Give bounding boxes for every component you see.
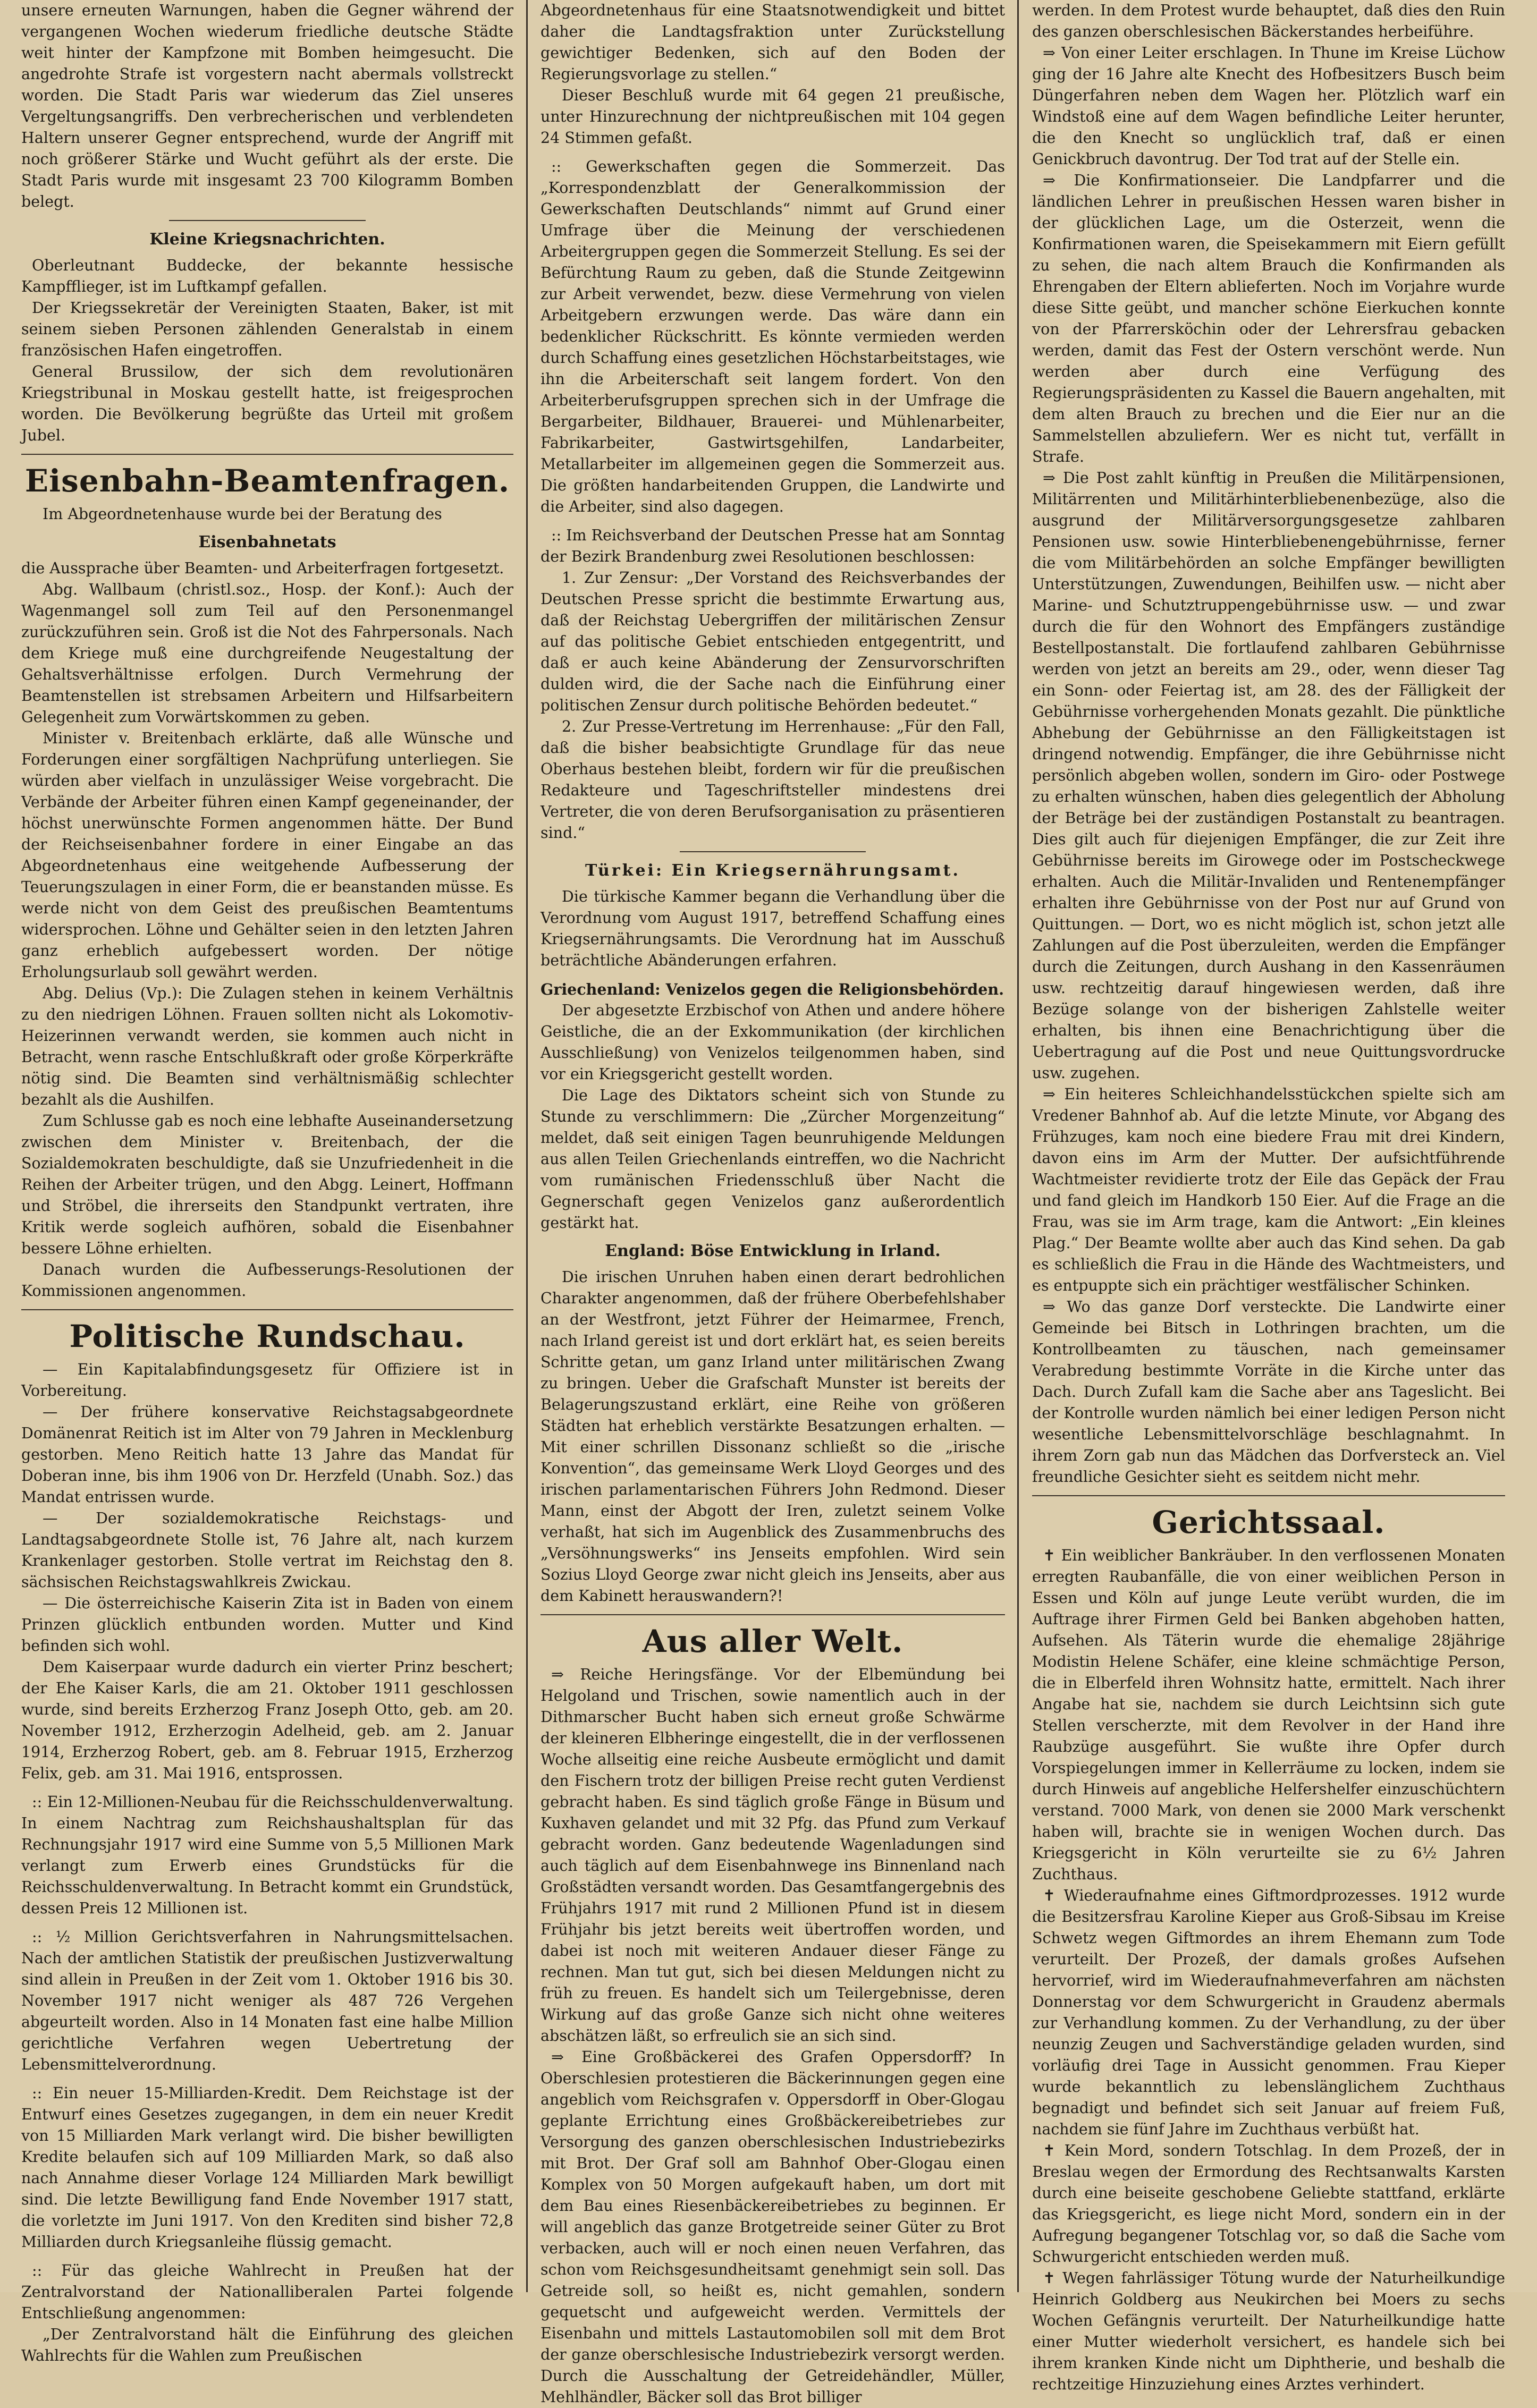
gerichtssaal-heading: Gerichtssaal. [1152,1504,1386,1540]
england-heading: England: Böse Entwicklung in Irland. [605,1242,941,1260]
article-paragraph: ✝ Wegen fahrlässiger Tötung wurde der Naturheilkundige Heinrich Goldberg aus Neukirchen bei Moers zu sechs Wochen Gefängnis verurteilt. Der Naturheilkundige hatte einer Mutter wiederholt versichert, es handele sich bei ihrem kranken Kinde nicht um Diphtherie, und beshalb die rechtzeitige Hinzuziehung eines Arztes verhindert. [1032,2269,1505,2393]
article-paragraph: 1. Zur Zensur: „Der Vorstand des Reichsverbandes der Deutschen Presse spricht die bestimmte Erwartung aus, daß der Reichstag Uebergriffen der militärischen Zensur auf das politische Gebiet entschieden entgegentritt, und daß er auch keine Abänderung der Zensurvorschriften dulden wird, die der Sache nach die Einführung einer politischen Zensur durch politische Behörden bedeutet.“ [541,569,1005,714]
column-middle [529,0,1017,2406]
article-paragraph: ⇒ Die Post zahlt künftig in Preußen die Militärpensionen, Militärrenten und Militärhinterbliebenenbezüge, also die ausgrund der Militärversorgungsgesetze zahlbaren Pensionen usw. sowie Hinterbliebenengebührnisse, ferner die vom Militärbehörden an solche Empfänger bewilligten Unterstützungen, Zuwendungen, Beihilfen usw. — nicht aber Marine- und Schutztruppengebührnisse usw. — und zwar durch die für den Wohnort des Empfängers zuständige Bestellpostanstalt. Die fortlaufend zahlbaren Gebührnisse werden von jetzt an bereits am 29., oder, wenn dieser Tag ein Sonn- oder Feiertag ist, am 28. des der Fälligkeit der Gebührnisse vorhergehenden Monats gezahlt. Die pünktliche Abhebung der Gebührnisse an den Fälligkeitstagen ist dringend notwendig. Empfänger, die ihre Gebührnisse nicht persönlich abgeben wollen, sondern im Giro- oder Postwege zu erhalten wünschen, haben dies gelegentlich der Abholung der Beträge bei der zuständigen Postanstalt zu beantragen. Dies gilt auch für diejenigen Empfänger, die zur Zeit ihre Gebührnisse bereits im Girowege oder im Postscheckwege erhalten. Auch die Militär-Invaliden und Rentenempfänger erhalten ihre Gebührnisse von der Post nur auf Grund von Quittungen. — Dort, wo es nicht möglich ist, schon jetzt alle Zahlungen auf die Post überzuleiten, werden die Empfänger durch die Zeitungen, durch Aushang in den Kassenräumen usw. rechtzeitig darauf hingewiesen werden, daß ihre Bezüge solange von der bisherigen Zahlstelle weiter erhalten, bis ihnen eine Benachrichtigung über die Uebertragung auf die Post und neue Quittungsvordrucke usw. zugehen. [1032,469,1505,1082]
article-paragraph: werden. In dem Protest wurde behauptet, daß dies den Ruin des ganzen oberschlesischen Bäckerstandes herbeiführe. [1032,2,1505,40]
article-paragraph: Abg. Wallbaum (christl.soz., Hosp. der Konf.): Auch der Wagenmangel soll zum Teil auf den Personenmangel zurückzuführen sein. Groß ist die Not des Fahrpersonals. Nach dem Kriege muß eine durchgreifende Neugestaltung der Gehaltsverhältnisse erfolgen. Durch Vermehrung der Beamtenstellen ist strebsamen Arbeitern und Hilfsarbeitern Gelegenheit zum Vorwärtskommen zu geben. [21,581,513,726]
article-paragraph: — Die österreichische Kaiserin Zita ist in Baden von einem Prinzen glücklich entbunden worden. Mutter und Kind befinden sich wohl. [21,1595,513,1655]
article-paragraph: :: Im Reichsverband der Deutschen Presse hat am Sonntag der Bezirk Brandenburg zwei Resolutionen beschlossen: [541,527,1005,565]
article-paragraph: ✝ Ein weiblicher Bankräuber. In den verflossenen Monaten erregten Raubanfälle, die von einer weiblichen Person in Essen und Köln auf junge Leute verübt wurden, die im Auftrage ihrer Firmen Geld bei Banken abgehoben hatten, Aufsehen. Als Täterin wurde die ehemalige 28jährige Modistin Helene Schäfer, eine kleine schmächtige Person, die in Elberfeld ihren Wohnsitz hatte, ermittelt. Nach ihrer Angabe hat sie, nachdem sie durch Leichtsinn sich gute Stellen verscherzte, mit dem Revolver in der Hand ihre Raubzüge ausgeführt. Sie wußte ihre Opfer durch Vorspiegelungen immer in Kellerräume zu locken, indem sie durch Hinweis auf angebliche Helfershelfer einzuschüchtern verstand. 7000 Mark, von denen sie 2000 Mark verschenkt haben will, brachte sie in wenigen Wochen durch. Das Kriegsgericht in Köln verurteilte sie zu 6½ Jahren Zuchthaus. [1032,1547,1505,1883]
column-rule [526,0,528,2292]
article-paragraph: Dem Kaiserpaar wurde dadurch ein vierter Prinz beschert; der Ehe Kaiser Karls, die am 21. Oktober 1911 geschlossen wurde, sind bereits Erzherzog Franz Joseph Otto, geb. am 20. November 1912, Erzherzogin Adelheid, geb. am 2. Januar 1914, Erzherzog Robert, geb. am 8. Februar 1915, Erzherzog Felix, geb. am 31. Mai 1916, entsprossen. [21,1658,513,1782]
article-paragraph: ⇒ Eine Großbäckerei des Grafen Oppersdorff? In Oberschlesien protestieren die Bäckerinnungen gegen eine angeblich vom Reichsgrafen v. Oppersdorff in Ober-Glogau geplante Errichtung eines Großbäckereibetriebes zur Versorgung des ganzen oberschlesischen Industriebezirks mit Brot. Der Graf soll am Bahnhof Ober-Glogau einen Komplex von 50 Morgen aufgekauft haben, um dort mit dem Bau eines Riesenbäckereibetriebes zu beginnen. Er will angeblich das ganze Brotgetreide seiner Güter zu Brot verbacken, auch will er noch einen neuen Verfahren, das schon vom Reichsgesundheitsamt genehmigt sein soll. Das Getreide soll, so heißt es, nicht gemahlen, sondern gequetscht und aufgeweicht werden. Vermittels der Eisenbahn und mittels Lastautomobilen soll mit dem Brot der ganze oberschlesische Industriebezirk versorgt werden. Durch die Ausschaltung der Getreidehändler, Müller, Mehlhändler, Bäcker soll das Brot billiger [541,2048,1005,2406]
article-paragraph: :: Ein 12-Millionen-Neubau für die Reichsschuldenverwaltung. In einem Nachtrag zum Reichshaushaltsplan für das Rechnungsjahr 1917 wird eine Summe von 5,5 Millionen Mark verlangt zum Erwerb eines Grundstücks für die Reichsschuldenverwaltung. In Betracht kommt ein Grundstück, dessen Preis 12 Millionen ist. [21,1793,513,1917]
article-paragraph: Abgeordnetenhaus für eine Staatsnotwendigkeit und bittet daher die Landtagsfraktion unter Zurückstellung gewichtiger Bedenken, sich auf den Boden der Regierungsvorlage zu stellen.“ [541,2,1005,83]
article-paragraph: — Ein Kapitalabfindungsgesetz für Offiziere ist in Vorbereitung. [21,1361,513,1400]
article-paragraph: Abg. Delius (Vp.): Die Zulagen stehen in keinem Verhältnis zu den niedrigen Löhnen. Frauen sollten nicht als Lokomotiv-Heizerinnen verwandt werden, sie kommen auch nicht in Betracht, wenn rasche Entschlußkraft oder große Körperkräfte nötig sind. Die Beamten sind verhältnismäßig schlechter bezahlt als die Aushilfen. [21,985,513,1108]
article-paragraph: :: Gewerkschaften gegen die Sommerzeit. Das „Korrespondenzblatt der Generalkommission der Gewerkschaften Deutschlands“ nimmt auf Grund einer Umfrage über die Meinung der verschiedenen Arbeitergruppen gegen die Sommerzeit Stellung. Es sei der Befürchtung Raum zu geben, daß die Stunde Zeitgewinn zur Arbeit verwendet, bezw. diese Vermehrung von vielen Arbeitgebern erzwungen werde. Das wäre dann ein bedenklicher Rückschritt. Es könnte vermieden werden durch Schaffung eines gesetzlichen Höchstarbeitstages, wie ihn die Arbeiterschaft seit langem fordert. Von den Arbeiterberufsgruppen sprechen sich in der Umfrage die Bergarbeiter, Bildhauer, Brauerei- und Mühlenarbeiter, Fabrikarbeiter, Gastwirtsgehilfen, Landarbeiter, Metallarbeiter im allgemeinen gegen die Sommerzeit aus. Die größten handarbeitenden Gruppen, die Landwirte und die Arbeiter, sind also dagegen. [541,158,1005,515]
article-paragraph: Dieser Beschluß wurde mit 64 gegen 21 preußische, unter Hinzurechnung der nichtpreußischen mit 104 gegen 24 Stimmen gefaßt. [541,87,1005,147]
eisenbahn-heading: Eisenbahn-Beamtenfragen. [24,463,510,499]
column-left [0,0,525,2364]
war-report-paragraph: unsere erneuten Warnungen, haben die Gegner während der vergangenen Wochen wiederum friedliche deutsche Städte weit hinter der Kampfzone mit Bomben heimgesucht. Die angedrohte Strafe ist vorgestern nacht abermals vollstreckt worden. Die Stadt Paris war wiederum das Ziel unseres Vergeltungsangriffs. Den verbrecherischen und verblendeten Haltern unserer Gegner entsprechend, wurde der Angriff mit noch größerer Stärke und Wucht geführt als der erste. Die Stadt Paris wurde mit insgesamt 23 700 Kilogramm Bomben belegt. [21,2,513,210]
news-item: Der Kriegssekretär der Vereinigten Staaten, Baker, ist mit seinem sieben Personen zählenden Generalstab in einem französischen Hafen eingetroffen. [21,299,513,359]
separator [1032,1495,1505,1496]
article-paragraph: — Der sozialdemokratische Reichstags- und Landtagsabgeordnete Stolle ist, 76 Jahre alt, nach kurzem Krankenlager gestorben. Stolle vertrat im Reichstag den 8. sächsischen Reichstagswahlkreis Zwickau. [21,1510,513,1591]
article-paragraph: ✝ Kein Mord, sondern Totschlag. In dem Prozeß, der in Breslau wegen der Ermordung des Rechtsanwalts Karsten durch eine beiseite geschobene Geliebte stattfand, erklärte das Kriegsgericht, es liege nicht Mord, sondern ein in der Aufregung begangener Totschlag vor, so daß die Sache vom Schwurgericht entschieden werden muß. [1032,2142,1505,2266]
article-paragraph: die Aussprache über Beamten- und Arbeiterfragen fortgesetzt. [21,559,504,577]
article-paragraph: ⇒ Von einer Leiter erschlagen. In Thune im Kreise Lüchow ging der 16 Jahre alte Knecht des Hofbesitzers Busch beim Düngerfahren neben dem Wagen her. Plötzlich warf ein Windstoß eine auf dem Wagen befindliche Leiter herunter, die den Knecht so unglücklich traf, daß er einen Genickbruch davontrug. Der Tod trat auf der Stelle ein. [1032,44,1505,168]
article-paragraph: Die türkische Kammer begann die Verhandlung über die Verordnung vom August 1917, betreffend Schaffung eines Kriegsernährungsamts. Die Verordnung hat im Ausschuß beträchtliche Abänderungen erfahren. [541,888,1005,969]
article-paragraph: :: Für das gleiche Wahlrecht in Preußen hat der Zentralvorstand der Nationalliberalen Partei folgende Entschließung angenommen: [21,2262,513,2322]
griechenland-heading: Griechenland: Venizelos gegen die Religionsbehörden. [541,980,1004,998]
column-right [1020,0,1537,2393]
eisenbahnetat-subheading: Eisenbahnetats [198,533,336,552]
article-paragraph: Minister v. Breitenbach erklärte, daß alle Wünsche und Forderungen einer sorgfältigen Nachprüfung unterliegen. Sie würden aber vielfach in unzulässiger Weise vorgebracht. Die Verbände der Arbeiter führen einen Kampf gegeneinander, der höchst unerwünschte Formen angenommen hätte. Der Bund der Reichseisenbahner fordere in einer Eingabe an das Abgeordnetenhaus eine weitgehende Aufbesserung der Teuerungszulagen in einer Form, die er beanstanden müsse. Es werde nicht von dem Geist des preußischen Beamtentums widersprochen. Löhne und Gehälter seien in den letzten Jahren ganz erheblich aufgebessert worden. Der nötige Erholungsurlaub soll gewährt werden. [21,730,513,981]
article-paragraph: — Der frühere konservative Reichstagsabgeordnete Domänenrat Reitich ist im Alter von 79 Jahren in Mecklenburg gestorben. Meno Reitich hatte 13 Jahre das Mandat für Doberan inne, bis ihm 1906 von Dr. Herzfeld (Unabh. Soz.) das Mandat entrissen wurde. [21,1403,513,1506]
article-paragraph: Im Abgeordnetenhause wurde bei der Beratung des [43,505,442,523]
welt-heading: Aus aller Welt. [642,1623,903,1659]
article-paragraph: ⇒ Reiche Heringsfänge. Vor der Elbemündung bei Helgoland und Trischen, sowie namentlich auch in der Dithmarscher Bucht haben sich erneut große Schwärme der kleineren Elbheringe eingestellt, die in der verflossenen Woche allseitig eine reiche Ausbeute ermöglicht und damit den Fischern trotz der billigen Preise recht guten Verdienst gebracht haben. Es sind täglich große Fänge in Büsum und Kuxhaven gelandet und mit 32 Pfg. das Pfund zum Verkauf gebracht worden. Ganz bedeutende Wagenladungen sind auch täglich auf dem Eisenbahnwege ins Binnenland nach Großstädten versandt worden. Das Gesamtfangergebnis des Frühjahrs 1917 mit rund 2 Millionen Pfund ist in diesem Frühjahr bis jetzt bereits weit übertroffen worden, und dabei ist noch mit weiteren Andauer dieser Fänge zu rechnen. Man tut gut, sich bei diesen Meldungen nicht zu früh zu freuen. Es handelt sich um Teilergebnisse, deren Wirkung auf das große Ganze sich nicht ohne weiteres abschätzen läßt, so erfreulich sie an sich sind. [541,1666,1005,2045]
separator [21,454,513,455]
article-paragraph: Die irischen Unruhen haben einen derart bedrohlichen Charakter angenommen, daß der frühere Oberbefehlshaber an der Westfront, jetzt Führer der Heimarmee, French, nach Irland gereist ist und dort erklärt hat, es seien bereits Schritte getan, um ganz Irland unter militärischen Zwang zu bringen. Ueber die Grafschaft Munster ist bereits der Belagerungszustand erklärt, eine Reihe von größeren Städten hat erheblich verstärkte Besatzungen erhalten. — Mit einer schrillen Dissonanz schließt so die „irische Konvention“, das gemeinsame Werk Lloyd Georges und des irischen parlamentarischen Führers John Redmond. Dieser Mann, einst der Abgott der Iren, zuletzt seinem Volke verhaßt, hat sich im Augenblick des Zusammenbruchs des „Versöhnungswerks“ ins Jenseits empfohlen. Wird sein Sozius Lloyd George zwar nicht gleich ins Jenseits, aber aus dem Kabinett herauswandern?! [541,1268,1005,1605]
article-paragraph: ✝ Wiederaufnahme eines Giftmordprozesses. 1912 wurde die Besitzersfrau Karoline Kieper aus Groß-Sibsau im Kreise Schwetz wegen Giftmordes an ihrem Ehemann zum Tode verurteilt. Der Prozeß, der damals großes Aufsehen hervorrief, wird im Wiederaufnahmeverfahren am nächsten Donnerstag vor dem Schwurgericht in Graudenz abermals zur Verhandlung kommen. Zu der Verhandlung, zu der über neunzig Zeugen und Sachverständige geladen wurden, sind vorläufig drei Tage in Aussicht genommen. Frau Kieper wurde bekanntlich zu lebenslänglichem Zuchthaus begnadigt und befindet sich seit Januar auf freiem Fuß, nachdem sie fünf Jahre im Zuchthaus verbüßt hat. [1032,1887,1505,2138]
article-paragraph: „Der Zentralvorstand hält die Einführung des gleichen Wahlrechts für die Wahlen zum Preußischen [21,2326,513,2364]
tuerkei-heading: Türkei: Ein Kriegsernährungsamt. [585,861,960,880]
article-paragraph: ⇒ Wo das ganze Dorf versteckte. Die Landwirte einer Gemeinde bei Bitsch in Lothringen brachten, um die Kontrollbeamten zu täuschen, nach gemeinsamer Verabredung bestimmte Vorräte in die Kirche unter das Dach. Durch Zufall kam die Sache aber ans Tageslicht. Bei der Kontrolle wurden nämlich bei einer ledigen Person nicht wesentliche Lebensmittelvorschläge beschlagnahmt. In ihrem Zorn gab nun das Mädchen das Dorfversteck an. Viel freundliche Gesichter sieht es seitdem nicht mehr. [1032,1298,1505,1486]
separator [541,1614,1005,1615]
article-paragraph: ⇒ Ein heiteres Schleichhandelsstückchen spielte sich am Vredener Bahnhof ab. Auf die letzte Minute, vor Abgang des Frühzuges, kam noch eine biedere Frau mit drei Kindern, davon eins im Arm der Mutter. Der aufsichtführende Wachtmeister revidierte trotz der Eile das Gepäck der Frau und fand gleich im Handkorb 150 Eier. Auf die Frage an die Frau, was sie im Arm trage, kam die Antwort: „Ein kleines Plag.“ Der Beamte wollte aber auch das Kind sehen. Da gab es schließlich die Frau in die Hände des Wachtmeisters, und es entpuppte sich ein prächtiger westfälischer Schinken. [1032,1086,1505,1294]
news-item: Oberleutnant Buddecke, der bekannte hessische Kampfflieger, ist im Luftkampf gefallen. [21,257,513,295]
separator [680,851,866,852]
column-rule [1017,0,1019,2292]
article-paragraph: Danach wurden die Aufbesserungs-Resolutionen der Kommissionen angenommen. [21,1261,513,1300]
article-paragraph: :: Ein neuer 15-Milliarden-Kredit. Dem Reichstage ist der Entwurf eines Gesetzes zugegangen, in dem ein neuer Kredit von 15 Milliarden Mark verlangt wird. Die bisher bewilligten Kredite belaufen sich auf 109 Milliarden Mark, so daß also nach Annahme dieser Vorlage 124 Milliarden Mark bewilligt sind. Die letzte Bewilligung fand Ende November 1917 statt, die vorletzte im Juni 1917. Von den Krediten sind bisher 72,8 Milliarden durch Kriegsanleihe flüssig gemacht. [21,2084,513,2251]
article-paragraph: Zum Schlusse gab es noch eine lebhafte Auseinandersetzung zwischen dem Minister v. Breitenbach, der die Sozialdemokraten beschuldigte, daß sie Unzufriedenheit in die Reihen der Arbeiter trügen, und den Abgg. Leinert, Hoffmann und Ströbel, die ihrerseits den Standpunkt vertraten, ihre Kritik werde sogleich aufhören, sobald die Eisenbahner bessere Löhne erhielten. [21,1112,513,1257]
kriegsnachrichten-heading: Kleine Kriegsnachrichten. [149,230,385,249]
article-paragraph: ⇒ Die Konfirmationseier. Die Landpfarrer und die ländlichen Lehrer in preußischen Hessen waren bisher in der glücklichen Lage, um die Osterzeit, wenn die Konfirmationen waren, die Speisekammern mit Eiern gefüllt zu sehen, die nach altem Brauch die Konfirmanden als Ehrengaben der Eltern ablieferten. Noch im Vorjahre wurde diese Sitte geübt, und mancher schöne Eierkuchen konnte von der Pfarrersköchin oder der Lehrersfrau gebacken werden, damit das Fest der Ostern verschönt werde. Nun werden aber durch eine Verfügung des Regierungspräsidenten zu Kassel die Bauern angehalten, mit dem alten Brauch zu brechen und die Eier nur an die Sammelstellen abzuliefern. Wer es nicht tut, verfällt in Strafe. [1032,172,1505,465]
article-paragraph: :: ½ Million Gerichtsverfahren in Nahrungsmittelsachen. Nach der amtlichen Statistik der preußischen Justizverwaltung sind allein in Preußen in der Zeit vom 1. Oktober 1916 bis 30. November 1917 nicht weniger als 487 726 Vergehen abgeurteilt worden. Also in 14 Monaten fast eine halbe Million gerichtliche Verfahren wegen Uebertretung der Lebensmittelverordnung. [21,1928,513,2073]
news-item: General Brussilow, der sich dem revolutionären Kriegstribunal in Moskau gestellt hatte, ist freigesprochen worden. Die Bevölkerung begrüßte das Urteil mit großem Jubel. [21,363,513,444]
separator [21,1309,513,1310]
rundschau-heading: Politische Rundschau. [69,1318,466,1354]
separator [169,220,366,221]
article-paragraph: Der abgesetzte Erzbischof von Athen und andere höhere Geistliche, die an der Exkommunikation (der kirchlichen Ausschließung) von Venizelos teilgenommen haben, sind vor ein Kriegsgericht gestellt worden. [541,1002,1005,1083]
article-paragraph: 2. Zur Presse-Vertretung im Herrenhause: „Für den Fall, daß die bisher beabsichtigte Grundlage für das neue Oberhaus bestehen bleibt, fordern wir für die preußischen Redakteure und Tageschriftsteller mindestens drei Vertreter, die von deren Berufsorganisation zu präsentieren sind.“ [541,718,1005,842]
article-paragraph: Die Lage des Diktators scheint sich von Stunde zu Stunde zu verschlimmern: Die „Zürcher Morgenzeitung“ meldet, daß seit einigen Tagen beunruhigende Meldungen aus allen Teilen Griechenlands eintreffen, wo die Nachricht vom rumänischen Friedensschluß über Nacht die Gegnerschaft gegen Venizelos ganz außerordentlich gestärkt hat. [541,1087,1005,1232]
